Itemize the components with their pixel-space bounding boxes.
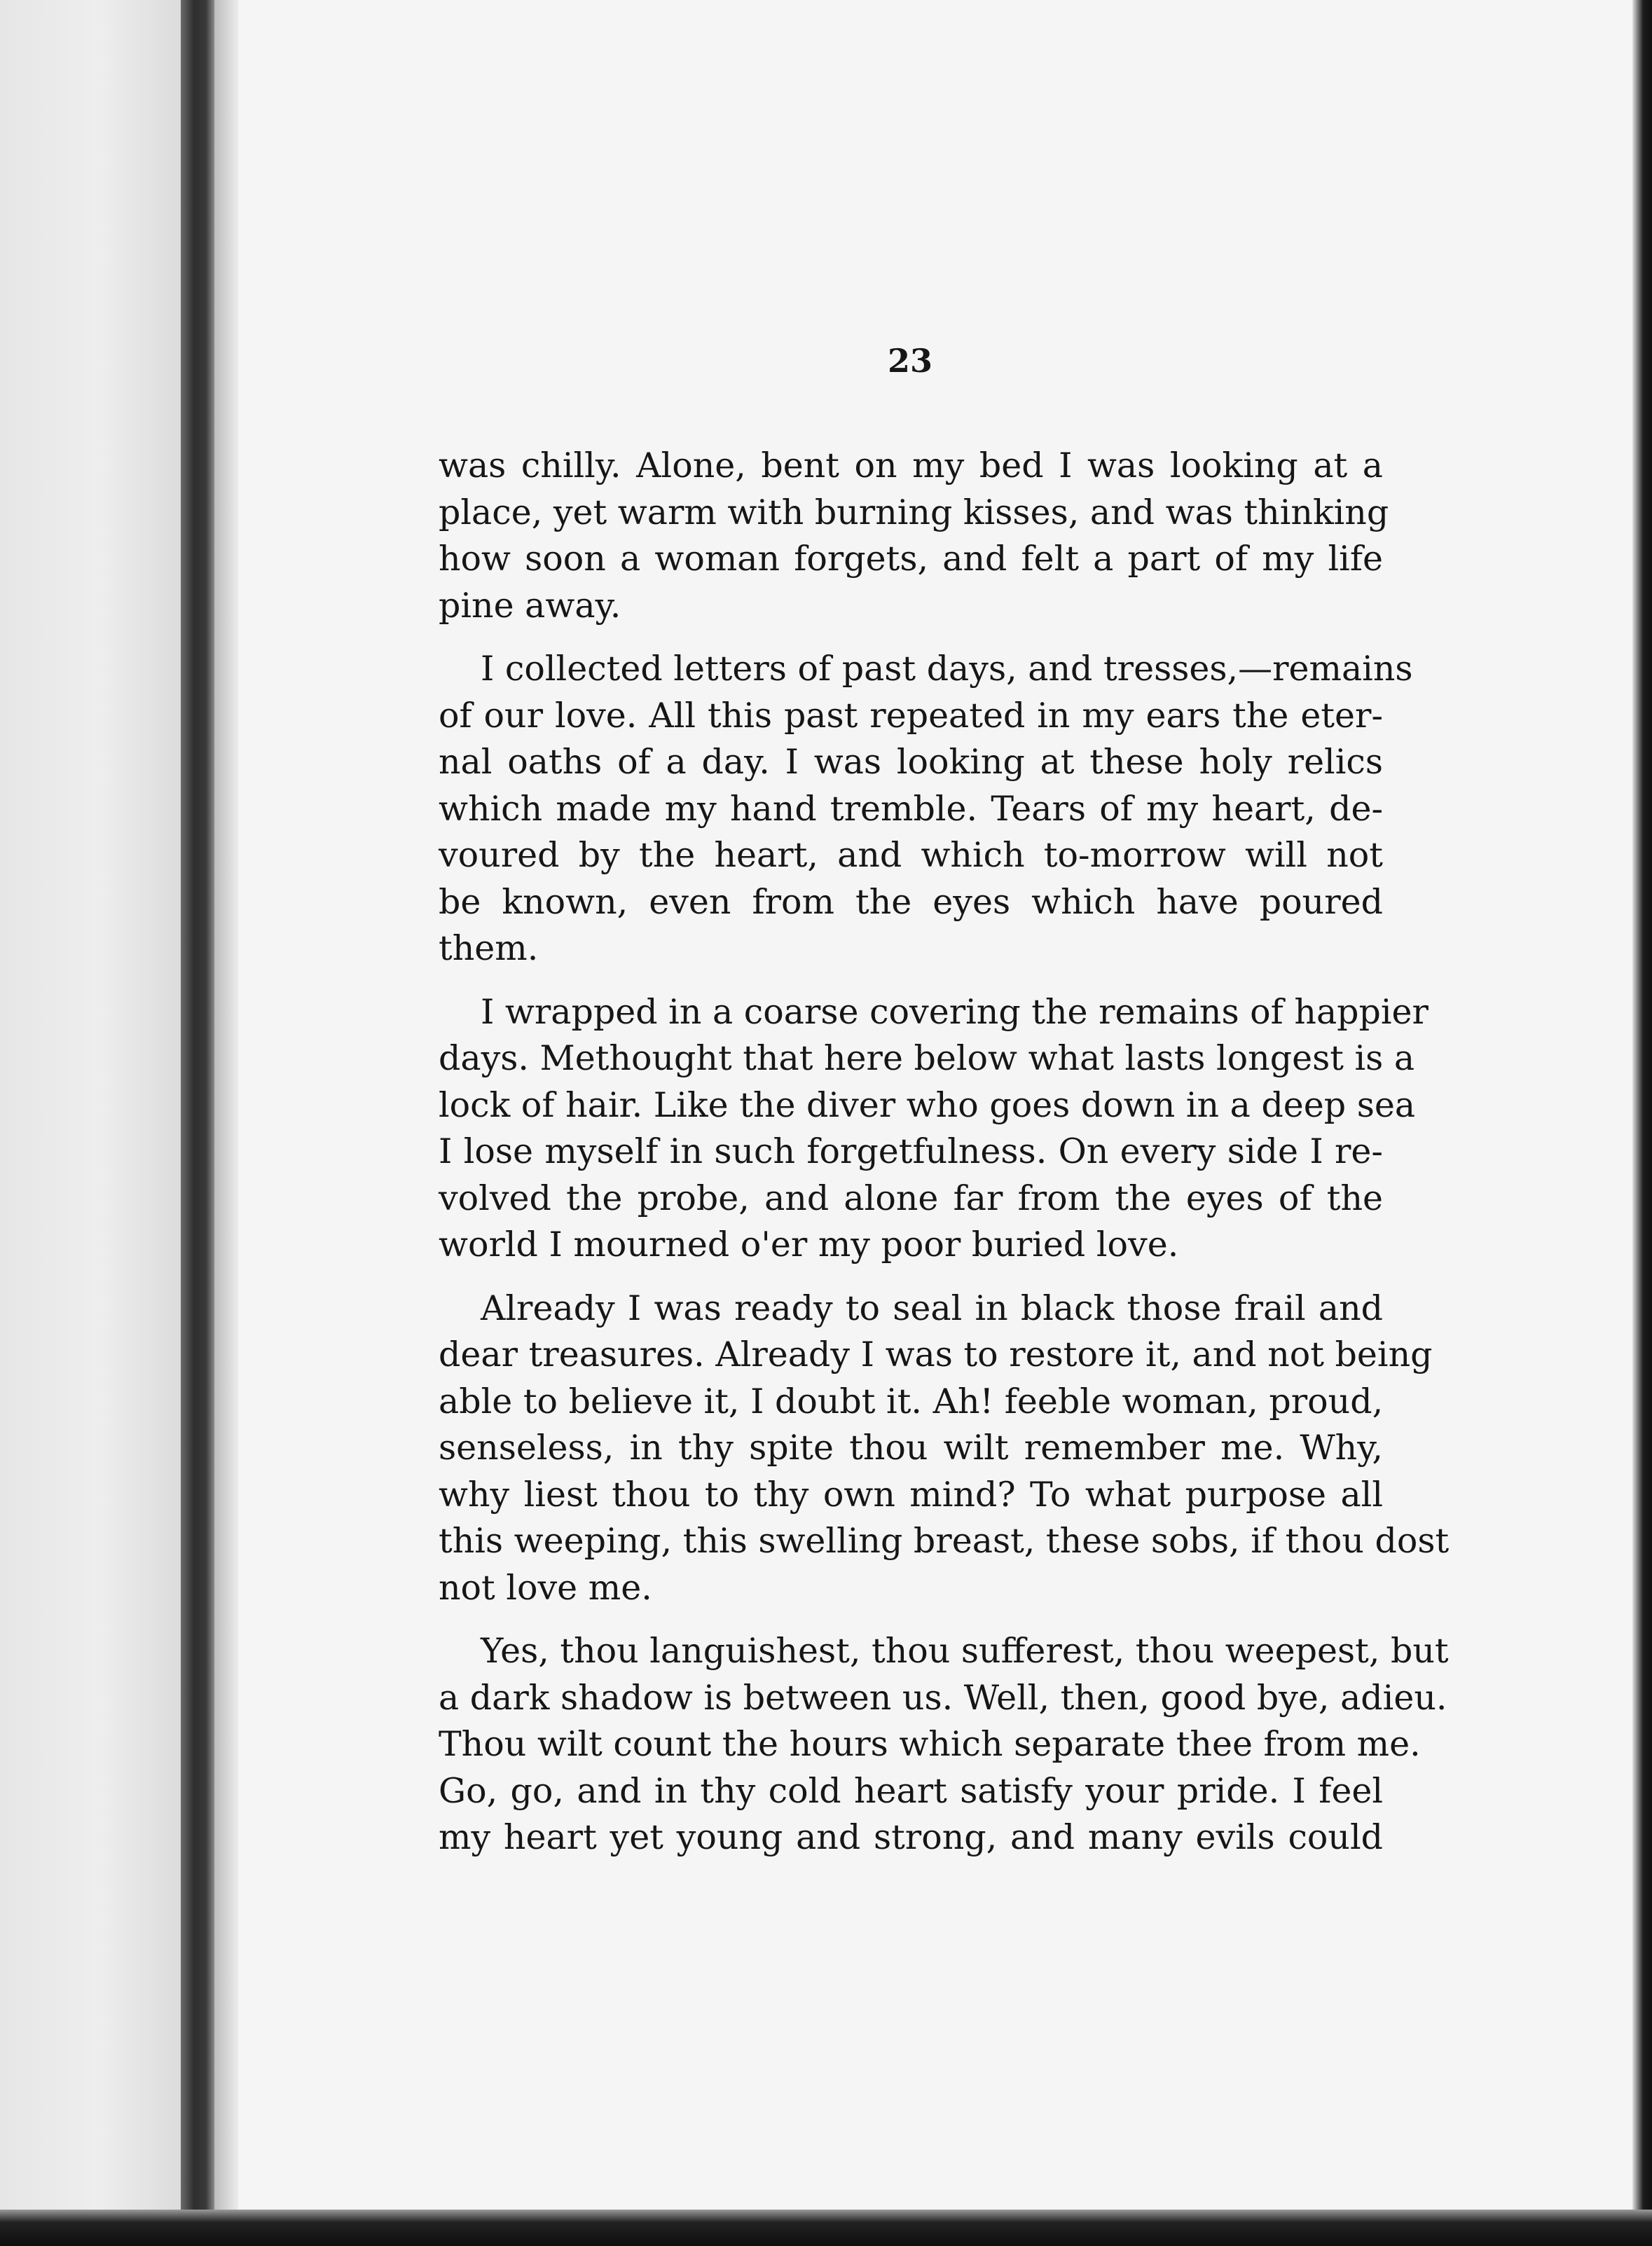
text-line: nal oaths of a day. I was looking at these holy relics — [439, 742, 1383, 782]
text-line: Thou wilt count the hours which separate thee from me. — [439, 1724, 1421, 1764]
text-line: which made my hand tremble. Tears of my heart, de- — [439, 788, 1383, 829]
paragraph — [439, 646, 1413, 972]
text-line: days. Methought that here below what lasts longest is a — [439, 1038, 1415, 1078]
text-line: dear treasures. Already I was to restore it, and not being — [439, 1335, 1433, 1375]
paragraph — [439, 1286, 1450, 1612]
text-line: place, yet warm with burning kisses, and was thinking — [439, 492, 1389, 532]
text-line: be known, even from the eyes which have poured — [439, 881, 1383, 922]
text-line: senseless, in thy spite thou wilt remember me. Why, — [439, 1428, 1383, 1468]
text-line: was chilly. Alone, bent on my bed I was looking at a — [439, 446, 1383, 485]
text-line: why liest thou to thy own mind? To what purpose all — [439, 1474, 1383, 1515]
text-line: my heart yet young and strong, and many evils could — [439, 1817, 1383, 1857]
binding-fade — [214, 0, 238, 2246]
paragraph — [439, 989, 1429, 1269]
text-line: them. — [439, 928, 539, 968]
paragraph — [439, 443, 1389, 629]
text-line: I lose myself in such forgetfulness. On every side I re- — [439, 1131, 1383, 1171]
text-line: of our love. All this past repeated in my ears the eter- — [439, 695, 1383, 736]
text-line: this weeping, this swelling breast, these sobs, if thou dost — [439, 1521, 1450, 1561]
text-line: world I mourned o'er my poor buried love. — [439, 1225, 1179, 1265]
text-line: how soon a woman forgets, and felt a part of my life — [439, 539, 1383, 579]
text-line: lock of hair. Like the diver who goes down in a deep sea — [439, 1084, 1416, 1125]
text-line: Yes, thou languishest, thou sufferest, thou weepest, but — [481, 1631, 1449, 1671]
text-line: I collected letters of past days, and tresses,—remains — [481, 649, 1413, 689]
text-line: volved the probe, and alone far from the eyes of the — [439, 1178, 1383, 1218]
scan-bottom-edge — [0, 2210, 1652, 2246]
facing-page-margin — [0, 0, 181, 2246]
text-line: a dark shadow is between us. Well, then, good bye, adieu. — [439, 1677, 1447, 1718]
scan-right-edge — [1632, 0, 1652, 2246]
paragraph — [439, 1628, 1449, 1861]
text-line: Already I was ready to seal in black those frail and — [481, 1288, 1383, 1328]
text-line: able to believe it, I doubt it. Ah! feeble woman, proud, — [439, 1381, 1384, 1421]
text-line: Go, go, and in thy cold heart satisfy your pride. I feel — [439, 1770, 1383, 1811]
body-text — [439, 443, 1450, 1878]
page-number: 23 — [887, 342, 932, 380]
text-line: I wrapped in a coarse covering the remains of happier — [481, 991, 1429, 1032]
text-line: pine away. — [439, 585, 621, 626]
book-binding-shadow — [181, 0, 214, 2246]
text-line: not love me. — [439, 1567, 652, 1608]
text-line: voured by the heart, and which to-morrow will not — [439, 835, 1383, 875]
